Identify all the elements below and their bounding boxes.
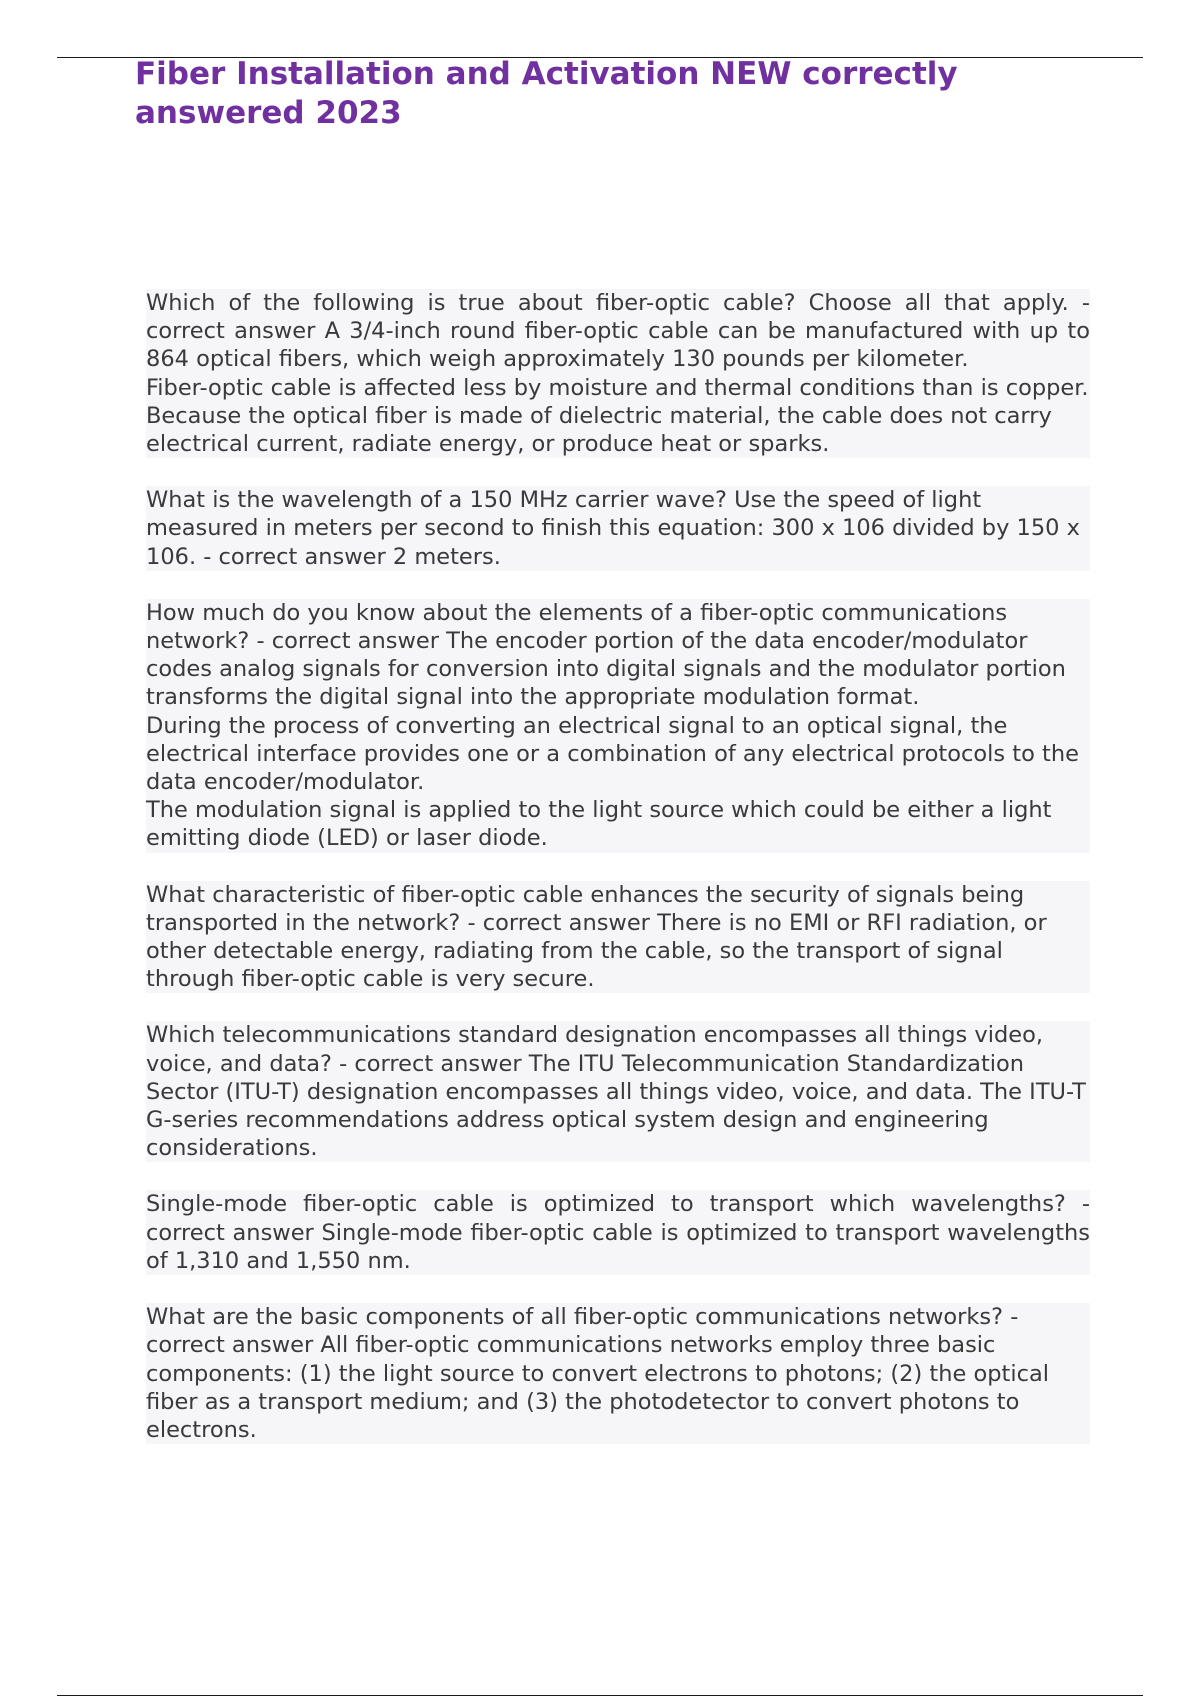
qa-7-paragraph-1: What are the basic components of all fiber-optic communications networks? - correct answer All fiber-optic communications networks employ three basic components: (1) the light source to convert electrons to photons; (2) the optical fiber as a transport medium; and (3) the photodetector to convert photons to electrons. <box>146 1303 1090 1444</box>
qa-3-paragraph-1: How much do you know about the elements of a fiber-optic communications network? - correct answer The encoder portion of the data encoder/modulator codes analog signals for conversion into digital signals and the modulator portion transforms the digital signal into the appropriate modulation format. <box>146 599 1090 712</box>
qa-block-2 <box>146 486 1090 571</box>
document-body <box>146 289 1090 1472</box>
qa-1-paragraph-2: Fiber-optic cable is affected less by moisture and thermal conditions than is copper. Because the optical fiber is made of dielectric material, the cable does not carry electrical current, radiate energy, or produce heat or sparks. <box>146 374 1089 458</box>
qa-6-paragraph-1: Single-mode fiber-optic cable is optimized to transport which wavelengths? - correct answer Single-mode fiber-optic cable is optimized to transport wavelengths of 1,310 and 1,550 nm. <box>146 1191 1090 1274</box>
document-title: Fiber Installation and Activation NEW correctly answered 2023 <box>135 56 958 131</box>
qa-2-paragraph-1: What is the wavelength of a 150 MHz carrier wave? Use the speed of light measured in meters per second to finish this equation: 300 x 106 divided by 150 x 106. - correct answer 2 meters. <box>146 486 1090 571</box>
qa-3-paragraph-2: During the process of converting an electrical signal to an optical signal, the electrical interface provides one or a combination of any electrical protocols to the data encoder/modulator. <box>146 712 1090 797</box>
qa-block-1 <box>146 289 1090 458</box>
qa-3-paragraph-3: The modulation signal is applied to the light source which could be either a light emitting diode (LED) or laser diode. <box>146 796 1090 852</box>
qa-block-3 <box>146 599 1090 853</box>
footer-rule <box>57 1695 1143 1696</box>
qa-block-6 <box>146 1190 1090 1275</box>
qa-block-5 <box>146 1021 1090 1162</box>
qa-block-4 <box>146 881 1090 994</box>
qa-4-paragraph-1: What characteristic of fiber-optic cable enhances the security of signals being transported in the network? - correct answer There is no EMI or RFI radiation, or other detectable energy, radiating from the cable, so the transport of signal through fiber-optic cable is very secure. <box>146 881 1090 994</box>
qa-block-7 <box>146 1303 1090 1444</box>
qa-5-paragraph-1: Which telecommunications standard designation encompasses all things video, voice, and data? - correct answer The ITU Telecommunication Standardization Sector (ITU-T) designation encompasses all things video, voice, and data. The ITU-T G-series recommendations address optical system design and engineering considerations. <box>146 1021 1090 1162</box>
qa-1-paragraph-1: Which of the following is true about fiber-optic cable? Choose all that apply. - correct answer A 3/4-inch round fiber-optic cable can be manufactured with up to 864 optical fibers, which weigh approximately 130 pounds per kilometer. <box>146 290 1090 373</box>
